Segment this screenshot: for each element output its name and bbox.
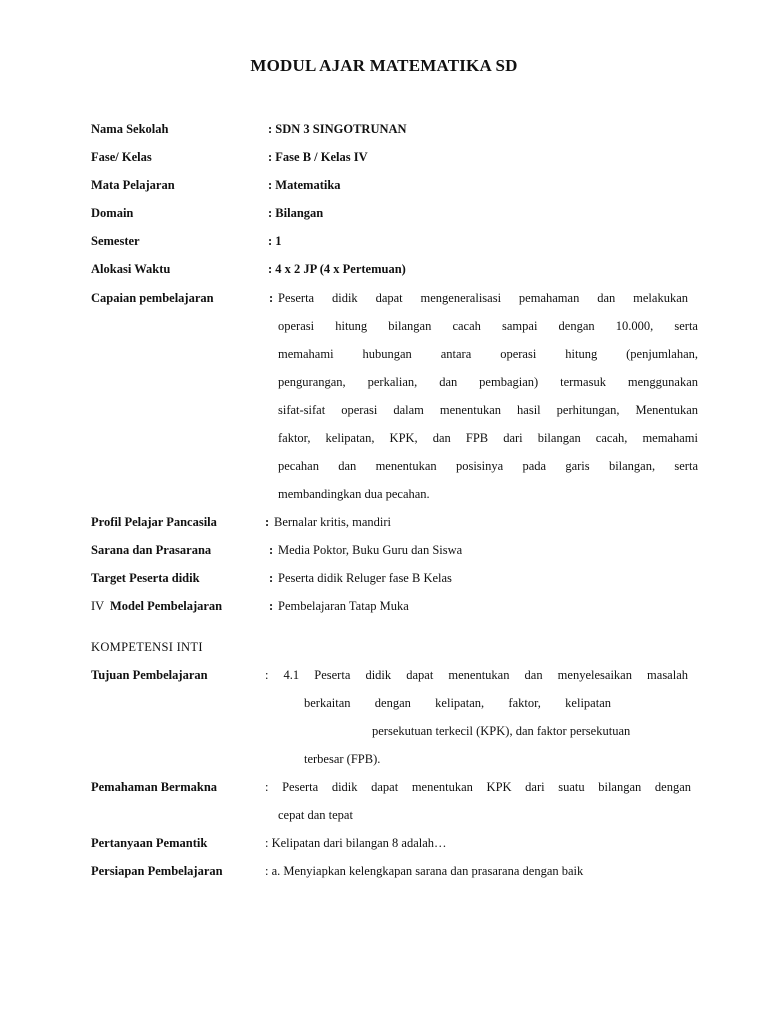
label-semester: Semester xyxy=(91,234,140,248)
label-nama-sekolah: Nama Sekolah xyxy=(91,122,169,136)
label-model-pembelajaran: Model Pembelajaran xyxy=(110,599,223,613)
tujuan-line-2: berkaitan dengan kelipatan, faktor, kelipatan xyxy=(304,696,611,710)
pemahaman-line-1: : Peserta didik dapat menentukan KPK dari suatu bilangan dengan xyxy=(265,780,691,794)
value-nama-sekolah: : SDN 3 SINGOTRUNAN xyxy=(268,122,407,136)
tujuan-line-4: terbesar (FPB). xyxy=(304,752,381,766)
capaian-line-3: memahami hubungan antara operasi hitung (penjumlahan, xyxy=(278,347,698,361)
value-domain: : Bilangan xyxy=(268,206,324,220)
value-profil-pelajar: Bernalar kritis, mandiri xyxy=(274,515,391,529)
label-persiapan: Persiapan Pembelajaran xyxy=(91,864,223,878)
value-target-peserta: Peserta didik Reluger fase B Kelas xyxy=(278,571,452,585)
label-profil-pelajar: Profil Pelajar Pancasila xyxy=(91,515,217,529)
colon-model: : xyxy=(269,599,274,613)
capaian-line-2: operasi hitung bilangan cacah sampai dengan 10.000, serta xyxy=(278,319,698,333)
value-alokasi-waktu: : 4 x 2 JP (4 x Pertemuan) xyxy=(268,262,406,276)
heading-kompetensi-inti: KOMPETENSI INTI xyxy=(91,640,203,654)
model-prefix: IV xyxy=(91,599,105,613)
colon-capaian: : xyxy=(269,291,274,305)
capaian-line-8: membandingkan dua pecahan. xyxy=(278,487,430,501)
label-capaian: Capaian pembelajaran xyxy=(91,291,214,305)
label-domain: Domain xyxy=(91,206,134,220)
pemahaman-line-2: cepat dan tepat xyxy=(278,808,353,822)
label-sarana: Sarana dan Prasarana xyxy=(91,543,212,557)
label-target-peserta: Target Peserta didik xyxy=(91,571,200,585)
label-fase-kelas: Fase/ Kelas xyxy=(91,150,152,164)
colon-target: : xyxy=(269,571,274,585)
capaian-line-1: Peserta didik dapat mengeneralisasi pemahaman dan melakukan xyxy=(278,291,688,305)
capaian-line-4: pengurangan, perkalian, dan pembagian) termasuk menggunakan xyxy=(278,375,698,389)
label-pertanyaan: Pertanyaan Pemantik xyxy=(91,836,208,850)
value-sarana: Media Poktor, Buku Guru dan Siswa xyxy=(278,543,463,557)
capaian-line-6: faktor, kelipatan, KPK, dan FPB dari bilangan cacah, memahami xyxy=(278,431,698,445)
value-model-pembelajaran: Pembelajaran Tatap Muka xyxy=(278,599,409,613)
capaian-line-5: sifat-sifat operasi dalam menentukan hasil perhitungan, Menentukan xyxy=(278,403,698,417)
tujuan-line-3: persekutuan terkecil (KPK), dan faktor persekutuan xyxy=(372,724,631,738)
label-mata-pelajaran: Mata Pelajaran xyxy=(91,178,175,192)
colon-sarana: : xyxy=(269,543,274,557)
label-pemahaman: Pemahaman Bermakna xyxy=(91,780,218,794)
document-title: MODUL AJAR MATEMATIKA SD xyxy=(250,56,518,75)
label-alokasi-waktu: Alokasi Waktu xyxy=(91,262,171,276)
value-mata-pelajaran: : Matematika xyxy=(268,178,341,192)
value-persiapan: : a. Menyiapkan kelengkapan sarana dan prasarana dengan baik xyxy=(265,864,584,878)
tujuan-line-1: : 4.1 Peserta didik dapat menentukan dan menyelesaikan masalah xyxy=(265,668,688,682)
capaian-line-7: pecahan dan menentukan posisinya pada garis bilangan, serta xyxy=(278,459,698,473)
label-tujuan: Tujuan Pembelajaran xyxy=(91,668,208,682)
value-fase-kelas: : Fase B / Kelas IV xyxy=(268,150,368,164)
value-pertanyaan: : Kelipatan dari bilangan 8 adalah… xyxy=(265,836,447,850)
value-semester: : 1 xyxy=(268,234,282,248)
colon-profil: : xyxy=(265,515,270,529)
